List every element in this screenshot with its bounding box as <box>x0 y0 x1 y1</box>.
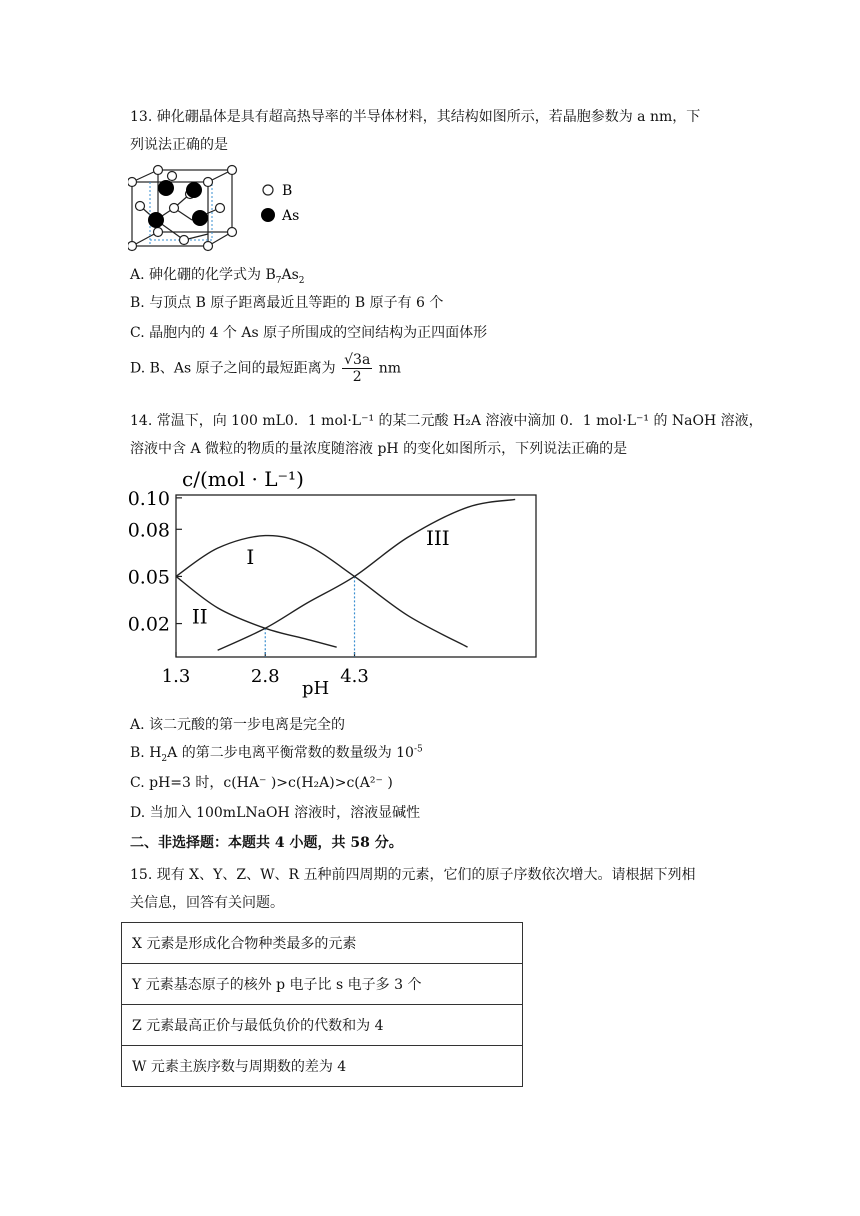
crystal-cell-figure <box>128 164 318 252</box>
q14-option-b: B. $H_2A$ 的第二步电离平衡常数的数量级为 $10^{-5}$ <box>130 744 423 764</box>
q14-option-c: C. pH=3 时，c(HA⁻ )>c(H₂A)>c(A²⁻ ) <box>130 775 393 791</box>
q13-option-b: B. 与顶点 B 原子距离最近且等距的 B 原子有 6 个 <box>130 295 444 311</box>
q13-option-c: C. 晶胞内的 4 个 As 原子所围成的空间结构为正四面体形 <box>130 325 488 341</box>
q13-option-d: D. B、As 原子之间的最短距离为 $\frac{√3a}{2}$ nm <box>130 352 402 385</box>
y-tick-label: 0.02 <box>127 613 170 636</box>
table-row <box>122 964 523 1005</box>
x-axis-label: pH <box>302 678 330 699</box>
q15-stem-line1: 15. 现有 X、Y、Z、W、R 五种前四周期的元素，它们的原子序数依次增大。请根据下列相 <box>130 867 696 883</box>
fraction: $\frac{√3a}{2}$ <box>344 352 371 385</box>
q14-stem-line2: 溶液中含 A 微粒的物质的量浓度随溶液 pH 的变化如图所示，下列说法正确的是 <box>130 441 628 457</box>
table-cell: X 元素是形成化合物种类最多的元素 <box>122 923 523 964</box>
table-row <box>122 923 523 964</box>
table-cell: Y 元素基态原子的核外 p 电子比 s 电子多 3 个 <box>122 964 523 1005</box>
legend-as-label: As <box>282 208 300 224</box>
q14-stem-line1: 14. 常温下，向 100 mL0．1 mol·L⁻¹ 的某二元酸 H₂A 溶液中滴加 0．1 mol·L⁻¹ 的 NaOH 溶液， <box>130 413 763 429</box>
species-concentration-chart <box>120 462 560 702</box>
table-row <box>122 1005 523 1046</box>
legend-b-label: B <box>282 183 293 199</box>
series-label: II <box>191 604 208 629</box>
q13-stem-line2: 列说法正确的是 <box>130 137 228 153</box>
x-tick-label: 4.3 <box>340 666 369 687</box>
y-axis-label: c/(mol · L⁻¹) <box>182 467 304 491</box>
y-tick-label: 0.08 <box>127 519 170 542</box>
table-row <box>122 1046 523 1087</box>
series-label: I <box>246 544 255 569</box>
y-tick-label: 0.05 <box>127 566 170 589</box>
series-line-I <box>176 536 468 648</box>
q14-option-a: A. 该二元酸的第一步电离是完全的 <box>130 717 346 733</box>
q13-stem-line1: 13. 砷化硼晶体是具有超高热导率的半导体材料，其结构如图所示，若晶胞参数为 a nm，下 <box>130 109 701 125</box>
q13-option-a: A. 砷化硼的化学式为 $B_7As_2$ <box>130 267 305 286</box>
x-tick-label: 1.3 <box>161 666 191 687</box>
series-label: III <box>425 526 450 551</box>
table-cell: Z 元素最高正价与最低负价的代数和为 4 <box>122 1005 523 1046</box>
table-cell: W 元素主族序数与周期数的差为 4 <box>122 1046 523 1087</box>
element-info-table <box>121 922 523 1087</box>
x-tick-label: 2.8 <box>250 666 280 687</box>
y-tick-label: 0.10 <box>127 487 170 510</box>
section-heading: 二、非选择题：本题共 4 小题，共 58 分。 <box>130 835 403 851</box>
q14-option-d: D. 当加入 100mLNaOH 溶液时，溶液显碱性 <box>130 805 421 821</box>
q15-stem-line2: 关信息，回答有关问题。 <box>130 895 284 911</box>
